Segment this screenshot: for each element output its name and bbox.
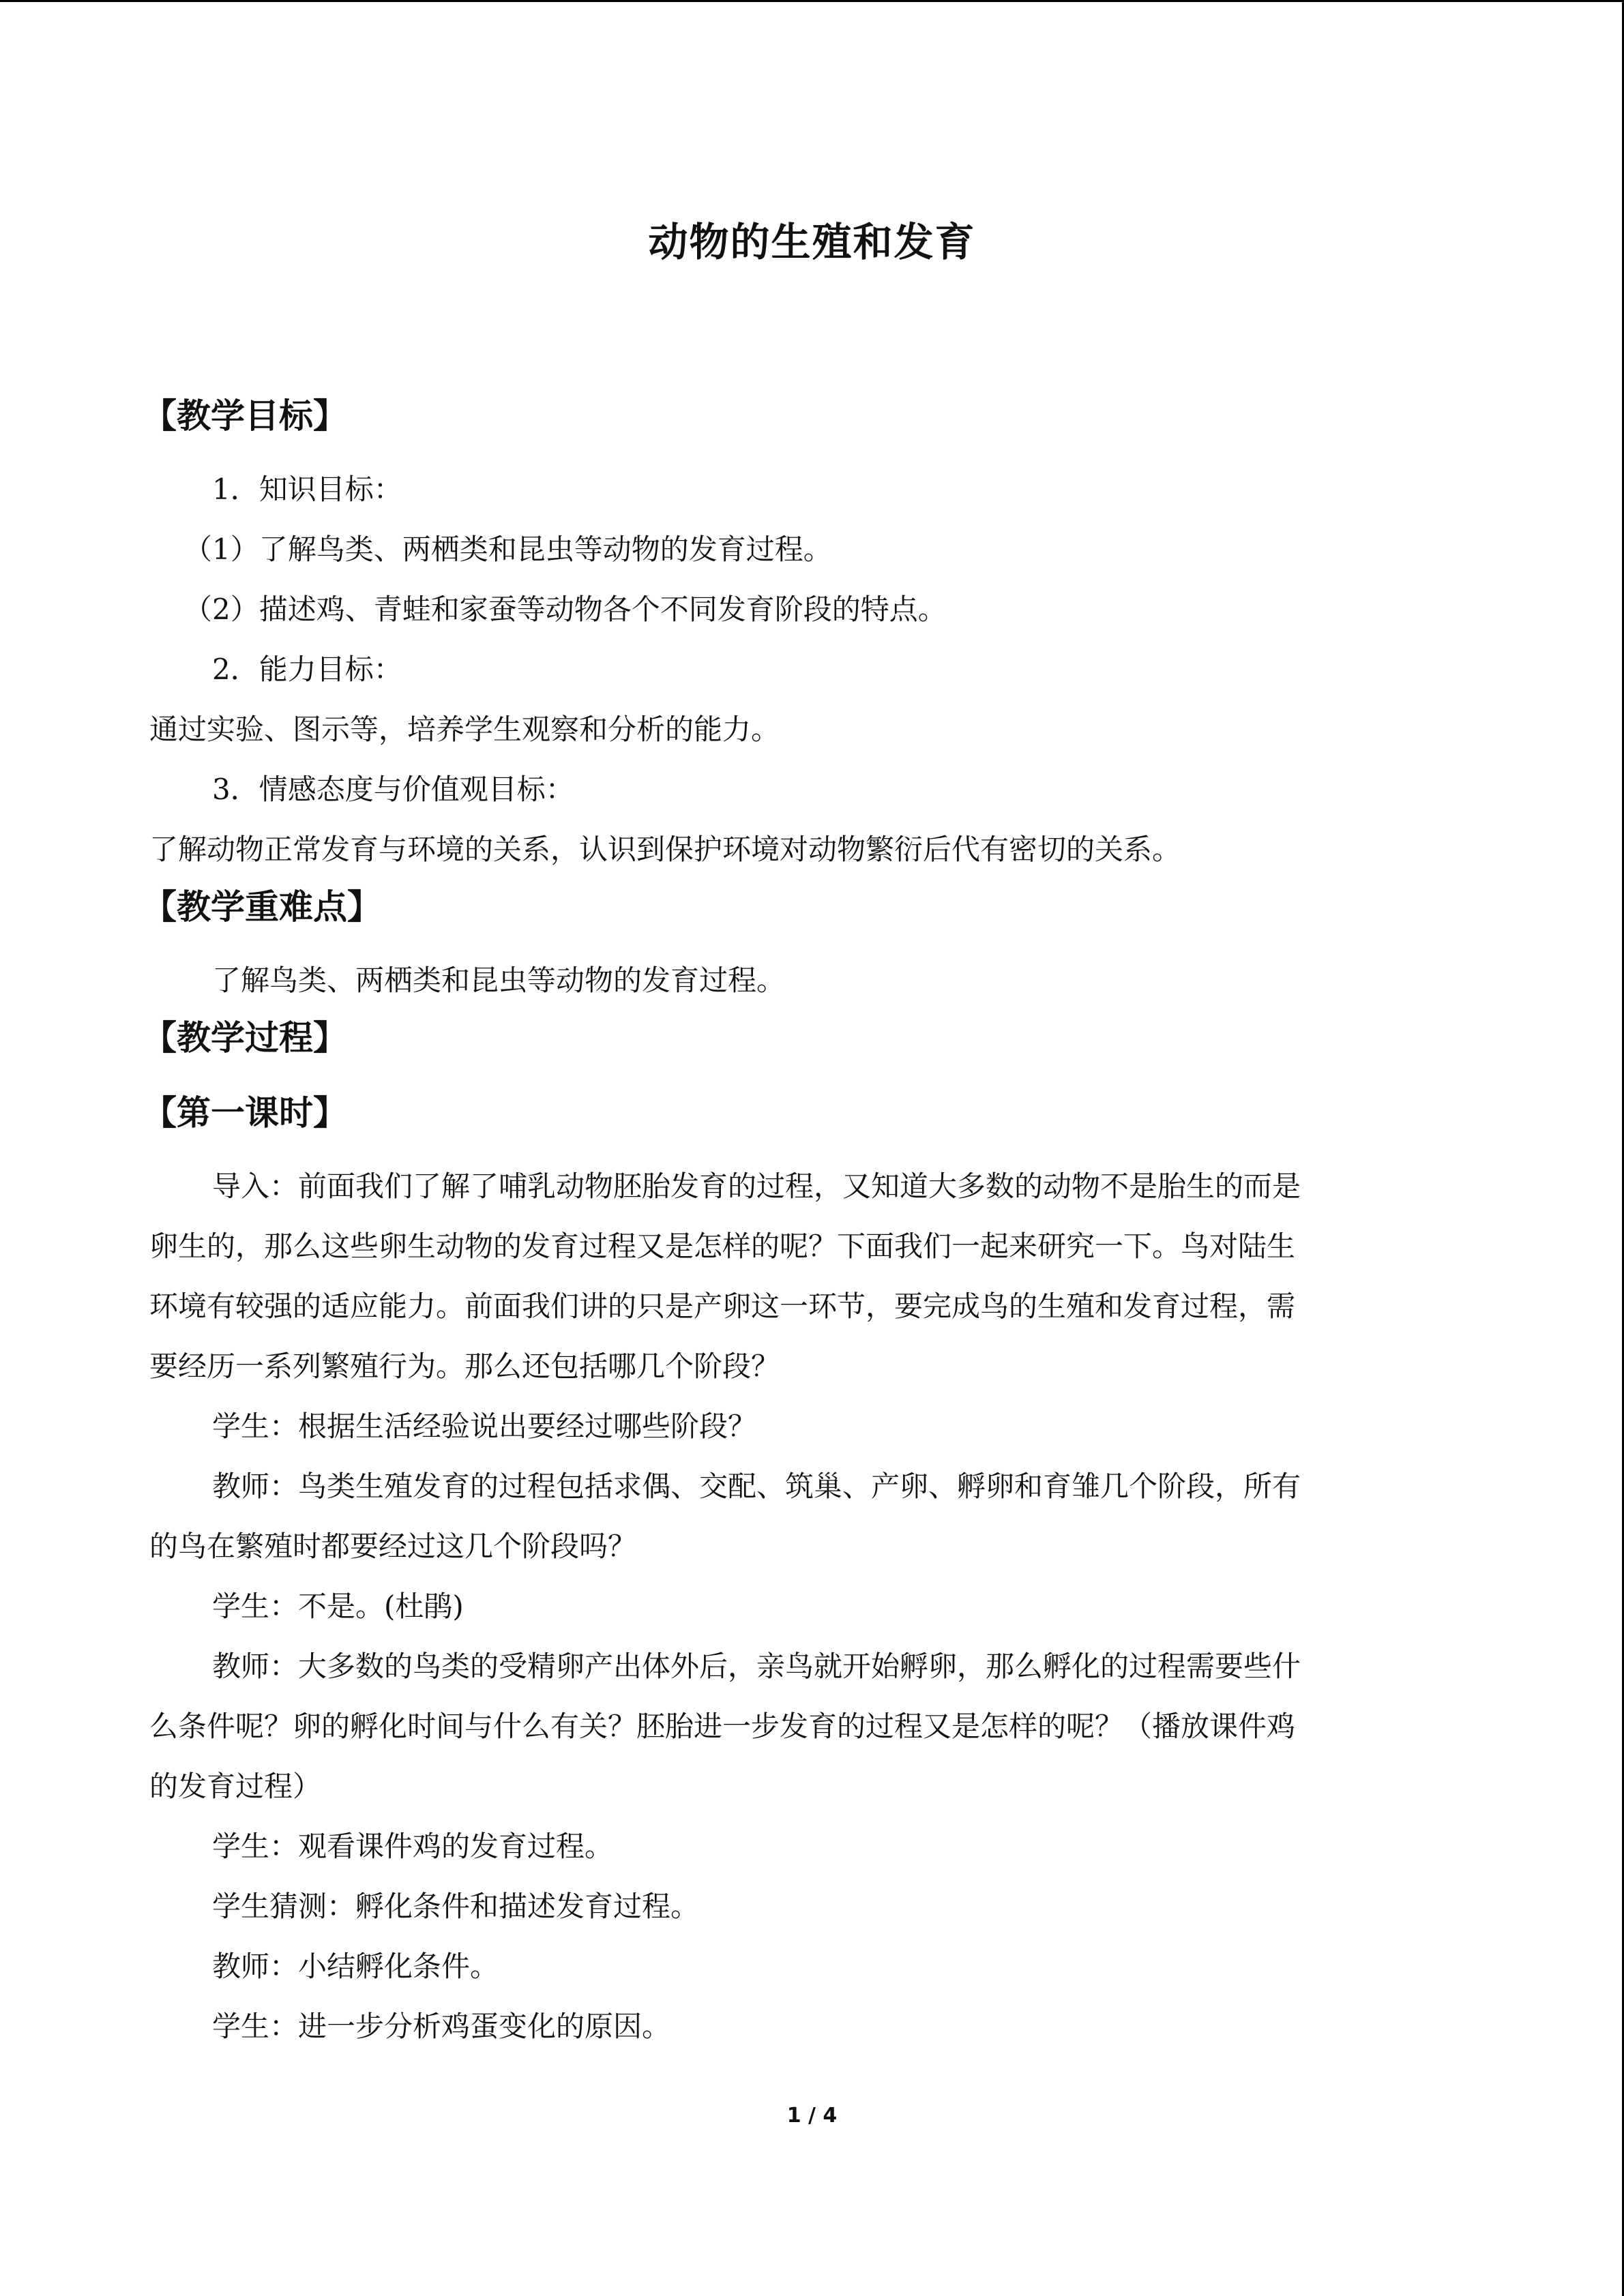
key-points-text: 了解鸟类、两栖类和昆虫等动物的发育过程。 <box>212 964 786 997</box>
teacher-2-line-3: 的发育过程） <box>149 1770 322 1803</box>
document-title: 动物的生殖和发育 <box>648 219 976 265</box>
student-line-1: 学生：根据生活经验说出要经过哪些阶段？ <box>212 1410 757 1443</box>
page-number: 1 / 4 <box>786 2104 838 2128</box>
heading-process: 【教学过程】 <box>143 1018 347 1058</box>
emotion-label: 3．情感态度与价值观目标： <box>212 773 574 806</box>
intro-line-2: 卵生的，那么这些卵生动物的发育过程又是怎样的呢？下面我们一起来研究一下。鸟对陆生 <box>149 1229 1296 1263</box>
knowledge-label: 1．知识目标： <box>212 473 402 506</box>
teacher-1-line-2: 的鸟在繁殖时都要经过这几个阶段吗？ <box>149 1530 637 1563</box>
heading-lesson-one: 【第一课时】 <box>143 1093 347 1133</box>
knowledge-item-1: （1）了解鸟类、两栖类和昆虫等动物的发育过程。 <box>183 533 832 566</box>
document-body <box>143 389 1459 2057</box>
teacher-1-line-1: 教师：鸟类生殖发育的过程包括求偶、交配、筑巢、产卵、孵卵和育雏几个阶段，所有 <box>212 1470 1301 1503</box>
intro-line-4: 要经历一系列繁殖行为。那么还包括哪几个阶段？ <box>149 1350 780 1383</box>
student-line-4: 学生：进一步分析鸡蛋变化的原因。 <box>212 2010 671 2043</box>
student-line-3: 学生：观看课件鸡的发育过程。 <box>212 1830 614 1863</box>
student-line-2: 学生：不是。(杜鹃) <box>212 1590 464 1623</box>
ability-label: 2．能力目标： <box>212 653 402 686</box>
heading-key-points: 【教学重难点】 <box>143 887 381 927</box>
knowledge-item-2: （2）描述鸡、青蛙和家蚕等动物各个不同发育阶段的特点。 <box>183 593 947 626</box>
ability-text: 通过实验、图示等，培养学生观察和分析的能力。 <box>149 713 780 746</box>
teacher-line-3: 教师：小结孵化条件。 <box>212 1950 499 1983</box>
emotion-text: 了解动物正常发育与环境的关系，认识到保护环境对动物繁衍后代有密切的关系。 <box>149 833 1181 866</box>
teacher-2-line-2: 么条件呢？卵的孵化时间与什么有关？胚胎进一步发育的过程又是怎样的呢？（播放课件鸡 <box>149 1710 1296 1743</box>
intro-line-1: 导入：前面我们了解了哺乳动物胚胎发育的过程，又知道大多数的动物不是胎生的而是 <box>212 1169 1301 1203</box>
intro-line-3: 环境有较强的适应能力。前面我们讲的只是产卵这一环节，要完成鸟的生殖和发育过程，需 <box>149 1289 1296 1323</box>
student-guess-line: 学生猜测：孵化条件和描述发育过程。 <box>212 1890 700 1923</box>
heading-objectives: 【教学目标】 <box>143 396 347 436</box>
teacher-2-line-1: 教师：大多数的鸟类的受精卵产出体外后，亲鸟就开始孵卵，那么孵化的过程需要些什 <box>212 1650 1301 1683</box>
